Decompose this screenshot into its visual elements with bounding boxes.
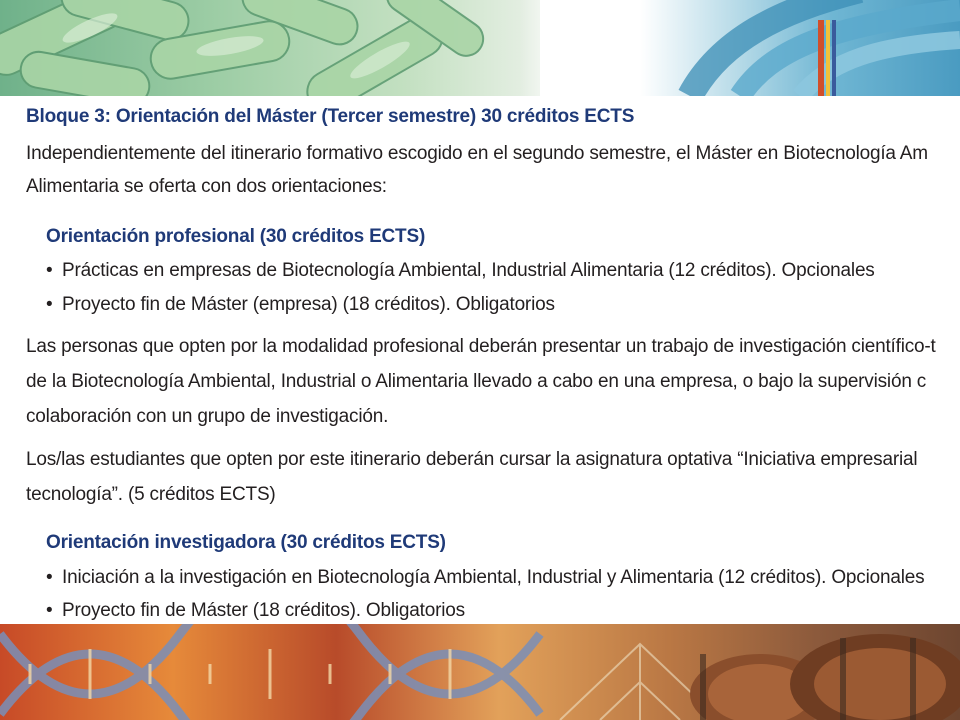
header-banner-image: [0, 0, 960, 96]
dna-barrels-illustration: [0, 624, 960, 720]
paragraph-line: colaboración con un grupo de investigación.: [26, 406, 389, 427]
paragraph-line: tecnología”. (5 créditos ECTS): [26, 484, 276, 505]
footer-banner-image: [0, 624, 960, 720]
paragraph-line: de la Biotecnología Ambiental, Industrial o Alimentaria llevado a cabo en una empresa, o bajo la supervisión c: [26, 371, 927, 392]
list-item-text: Proyecto fin de Máster (empresa) (18 créditos). Obligatorios: [62, 294, 555, 315]
bullet: •: [46, 260, 53, 281]
bacteria-illustration: [0, 0, 960, 96]
profesional-title: Orientación profesional (30 créditos ECTS): [46, 226, 426, 247]
paragraph-line: Los/las estudiantes que opten por este itinerario deberán cursar la asignatura optativa “Iniciativa empresarial: [26, 449, 918, 470]
content-area: [26, 100, 960, 624]
bullet: •: [46, 600, 53, 621]
paragraph-line: Las personas que opten por la modalidad profesional deberán presentar un trabajo de investigación científico-t: [26, 336, 936, 357]
bloque-title: Bloque 3: Orientación del Máster (Tercer semestre) 30 créditos ECTS: [26, 106, 635, 127]
barrels-illustration: [690, 634, 960, 720]
list-item: [46, 600, 465, 622]
list-item-text: Iniciación a la investigación en Biotecnología Ambiental, Industrial y Alimentaria (12 créditos). Opcionales: [62, 567, 925, 588]
list-item-text: Proyecto fin de Máster (18 créditos). Obligatorios: [62, 600, 465, 621]
bioreactor-illustration: [690, 0, 960, 96]
bullet: •: [46, 294, 53, 315]
list-item-text: Prácticas en empresas de Biotecnología Ambiental, Industrial Alimentaria (12 créditos). Opcionales: [62, 260, 875, 281]
intro-text-line-2: Alimentaria se oferta con dos orientaciones:: [26, 176, 387, 197]
investigadora-title: Orientación investigadora (30 créditos ECTS): [46, 532, 446, 553]
list-item: [46, 260, 875, 282]
list-item: [46, 567, 924, 589]
intro-text-line-1: Independientemente del itinerario formativo escogido en el segundo semestre, el Máster en Biotecnología Am: [26, 143, 928, 164]
list-item: [46, 294, 555, 316]
bullet: •: [46, 567, 53, 588]
